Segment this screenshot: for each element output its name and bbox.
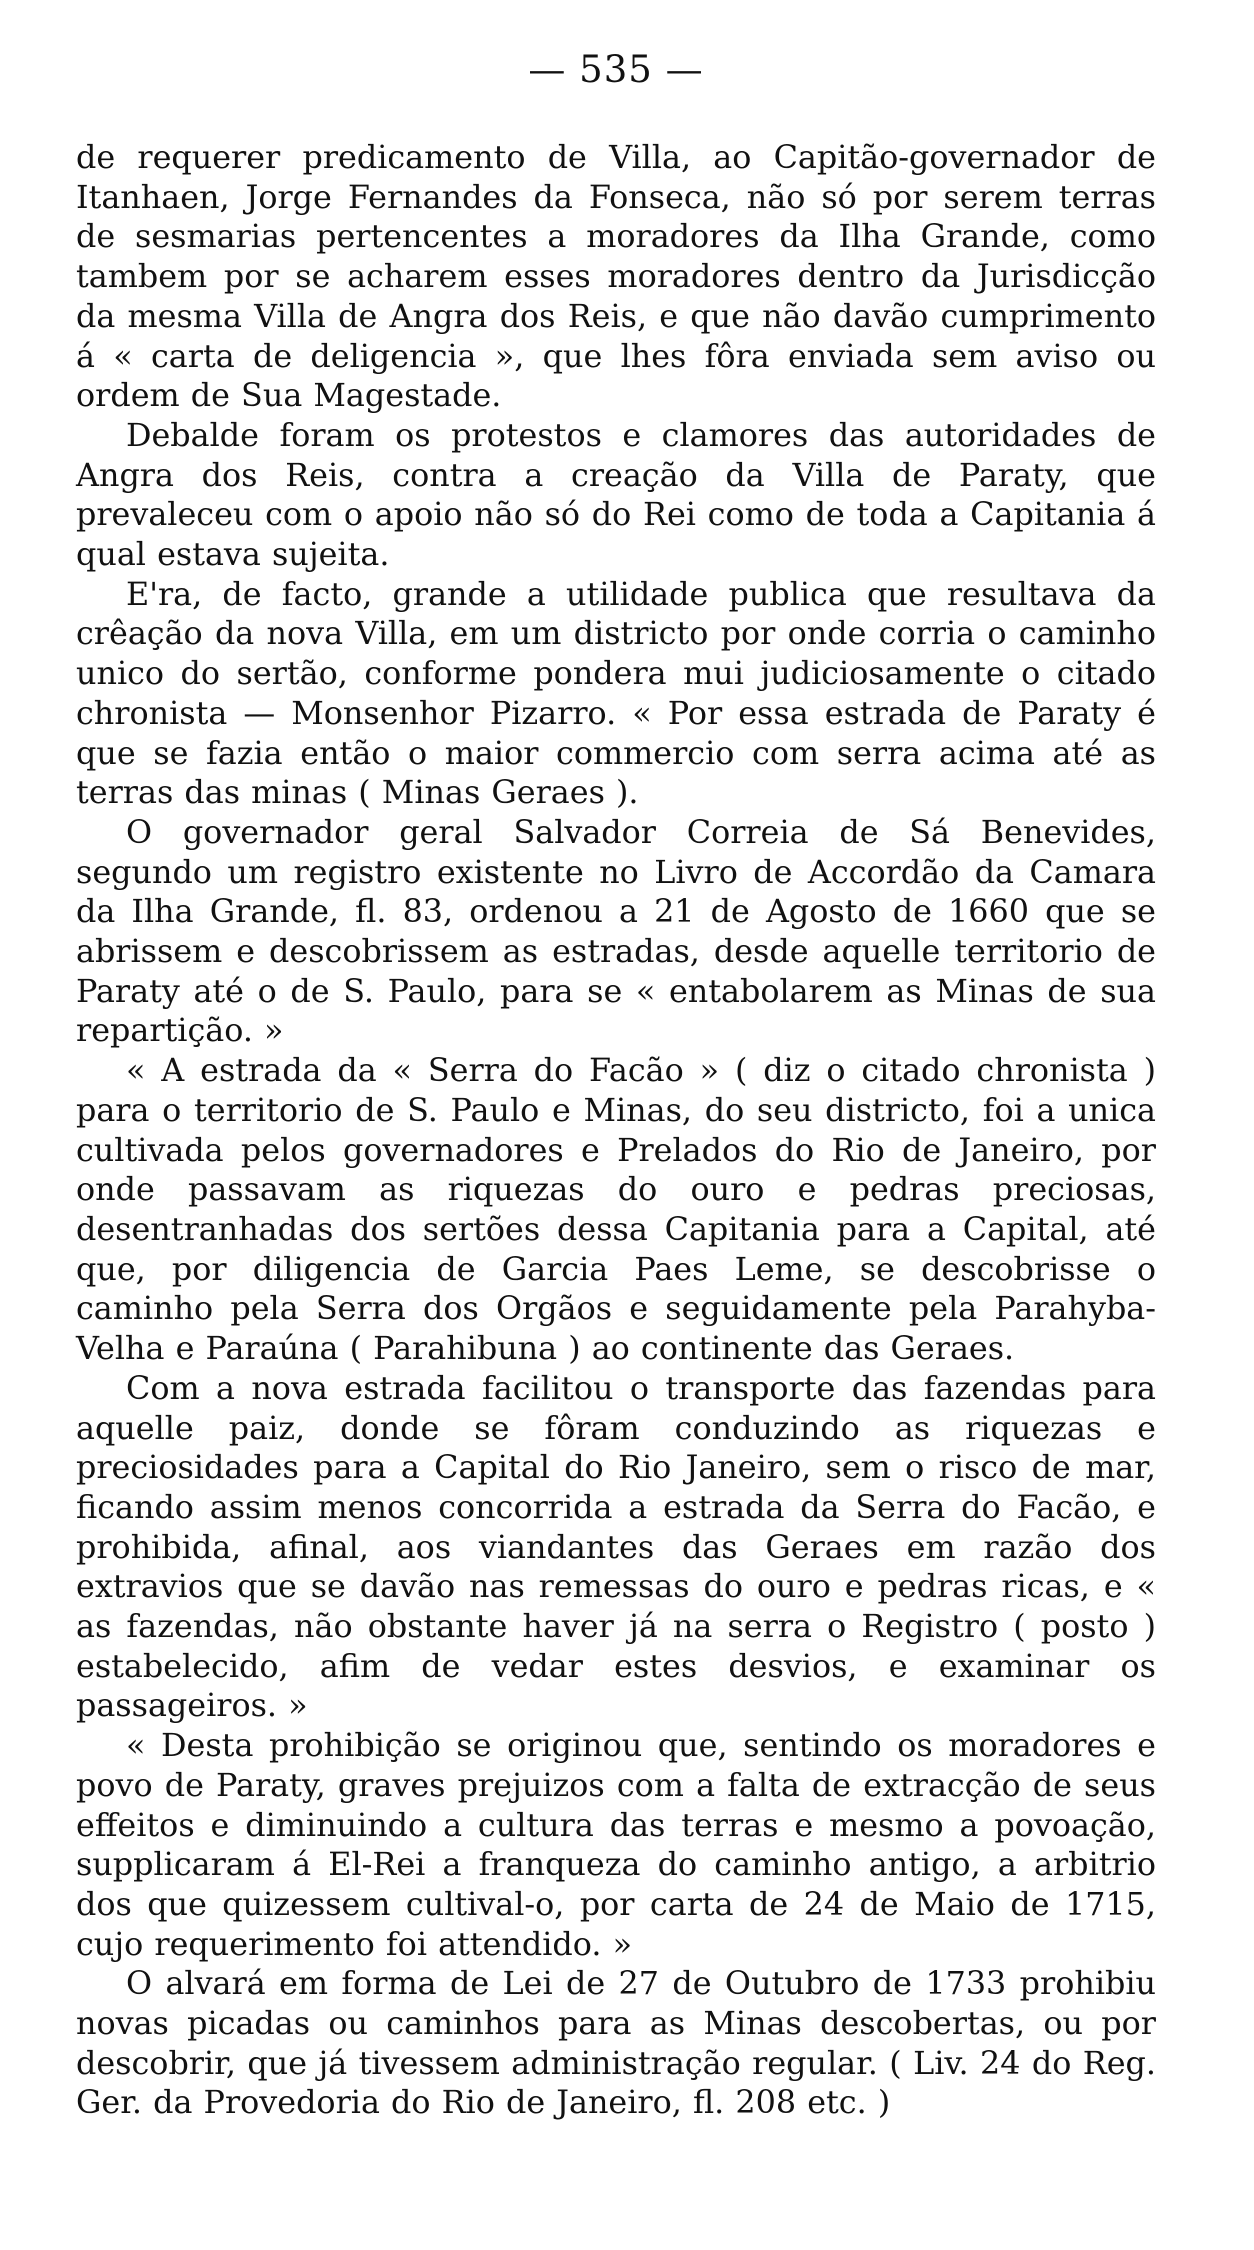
paragraph: Debalde foram os protestos e clamores das autoridades de Angra dos Reis, contra a creação da Villa de Paraty, que prevaleceu com o apoio não só do Rei como de toda a Capitania á qual estava sujeita. (76, 416, 1156, 574)
paragraph: « A estrada da « Serra do Facão » ( diz o citado chronista ) para o territorio de S. Paulo e Minas, do seu districto, foi a unica cultivada pelos governadores e Prelados do Rio de Janeiro, por onde passavam as riquezas do ouro e pedras preciosas, desentranhadas dos sertões dessa Capitania para a Capital, até que, por diligencia de Garcia Paes Leme, se descobrisse o caminho pela Serra dos Orgãos e seguidamente pela Parahyba-Velha e Paraúna ( Parahibuna ) ao continente das Geraes. (76, 1052, 1156, 1368)
document-page (76, 40, 1156, 2123)
paragraph: O alvará em forma de Lei de 27 de Outubro de 1733 prohibiu novas picadas ou caminhos para as Minas descobertas, ou por descobrir, que já tivessem administração regular. ( Liv. 24 do Reg. Ger. da Provedoria do Rio de Janeiro, fl. 208 etc. ) (76, 1965, 1156, 2122)
paragraph: O governador geral Salvador Correia de Sá Benevides, segundo um registro existente no Livro de Accordão da Camara da Ilha Grande, fl. 83, ordenou a 21 de Agosto de 1660 que se abrissem e descobrissem as estradas, desde aquelle territorio de Paraty até o de S. Paulo, para se « entabolarem as Minas de sua repartição. » (76, 813, 1156, 1050)
paragraph: Com a nova estrada facilitou o transporte das fazendas para aquelle paiz, donde se fôram conduzindo as riquezas e preciosidades para a Capital do Rio Janeiro, sem o risco de mar, ficando assim menos concorrida a estrada da Serra do Facão, e prohibida, afinal, aos viandantes das Geraes em razão dos extravios que se davão nas remessas do ouro e pedras ricas, e « as fazendas, não obstante haver já na serra o Registro ( posto ) estabelecido, afim de vedar estes desvios, e examinar os passageiros. » (76, 1369, 1156, 1725)
paragraph: E'ra, de facto, grande a utilidade publica que resultava da crêação da nova Villa, em um districto por onde corria o caminho unico do sertão, conforme pondera mui judiciosamente o citado chronista — Monsenhor Pizarro. « Por essa estrada de Paraty é que se fazia então o maior commercio com serra acima até as terras das minas ( Minas Geraes ). (76, 575, 1156, 812)
paragraph: de requerer predicamento de Villa, ao Capitão-governador de Itanhaen, Jorge Fernandes da Fonseca, não só por serem terras de sesmarias pertencentes a moradores da Ilha Grande, como tambem por se acharem esses moradores dentro da Jurisdicção da mesma Villa de Angra dos Reis, e que não davão cumprimento á « carta de deligencia », que lhes fôra enviada sem aviso ou ordem de Sua Magestade. (76, 139, 1156, 415)
paragraph: « Desta prohibição se originou que, sentindo os moradores e povo de Paraty, graves prejuizos com a falta de extracção de seus effeitos e diminuindo a cultura das terras e mesmo a povoação, supplicaram á El-Rei a franqueza do caminho antigo, a arbitrio dos que quizessem cultival-o, por carta de 24 de Maio de 1715, cujo requerimento foi attendido. » (76, 1727, 1156, 1963)
body-text (76, 138, 1156, 2123)
page-number: — 535 — (528, 48, 704, 91)
